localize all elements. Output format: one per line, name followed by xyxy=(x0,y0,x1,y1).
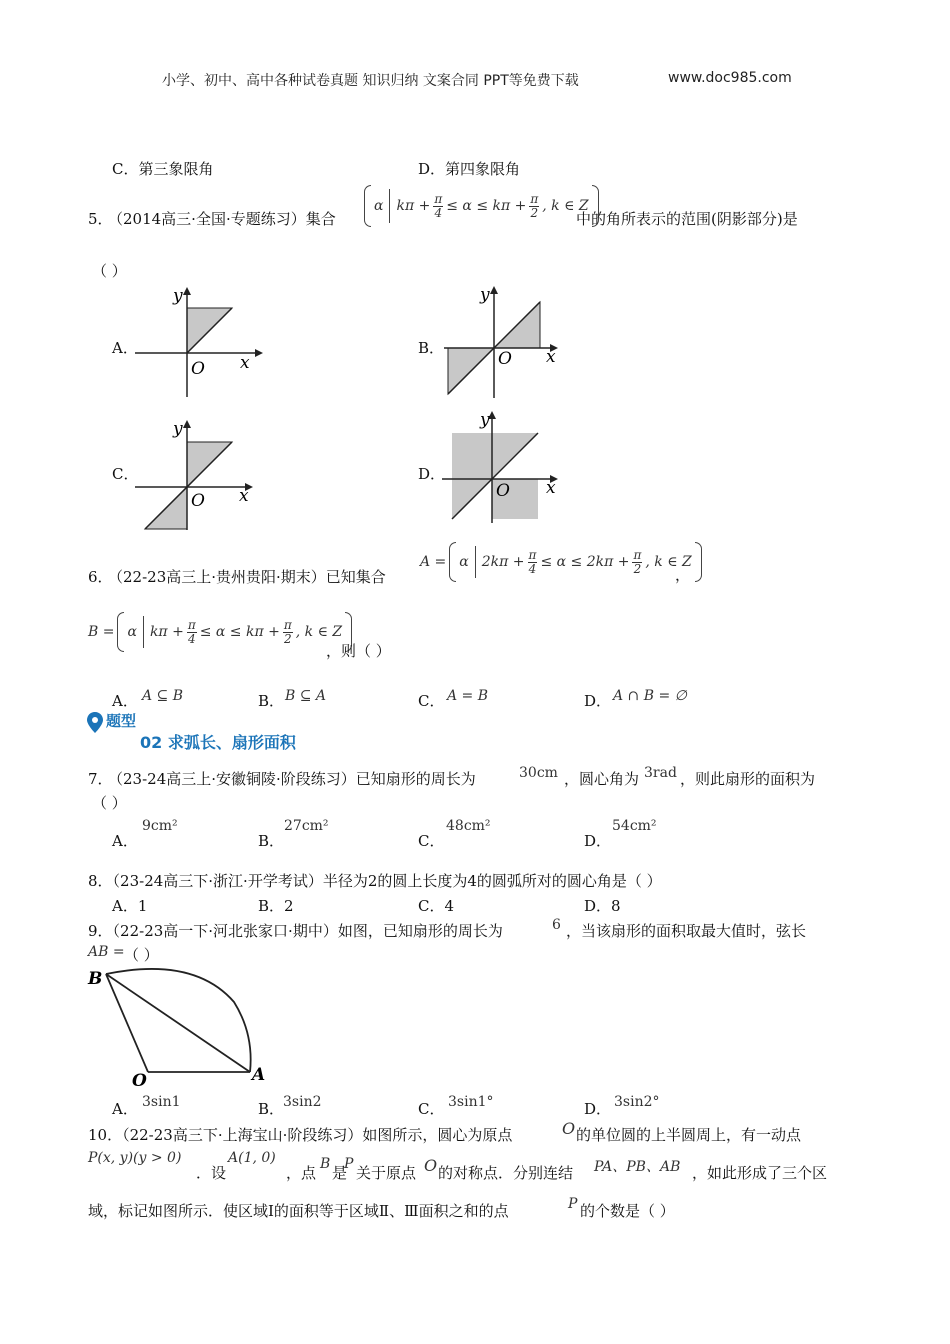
q9-pre: 9．（22-23高一下·河北张家口·期中）如图，已知扇形的周长为 xyxy=(88,922,503,940)
svg-text:y: y xyxy=(173,419,183,439)
q8-option-d: D．8 xyxy=(584,897,621,915)
svg-text:y: y xyxy=(480,410,490,430)
header-text: 小学、初中、高中各种试卷真题 知识归纳 文案合同 PPT等免费下载 xyxy=(162,73,579,89)
q7-option-a-expr: 9cm² xyxy=(142,818,178,834)
q6-set-a: A = α 2kπ + $\frac{\pi}{4}$ ≤ α ≤ 2kπ + $\frac{\pi}{2}$ , k ∈ Z xyxy=(420,540,702,584)
q6-option-d-label: D． xyxy=(584,692,612,710)
q10-is: 是 xyxy=(332,1164,348,1182)
section-tag: 题型 xyxy=(106,712,137,730)
q5-figure-b xyxy=(440,282,565,400)
q8-option-a: A．1 xyxy=(112,897,148,915)
q10-o2: O xyxy=(424,1156,438,1175)
q10-line1: 10．（22-23高三下·上海宝山·阶段练习）如图所示，圆心为原点 xyxy=(88,1126,513,1144)
q9-ab: AB = xyxy=(88,944,125,960)
q10-line1-post: 的单位圆的上半圆周上，有一动点 xyxy=(576,1126,802,1144)
q7-option-b-label: B． xyxy=(258,832,285,850)
q5-set-expression: α kπ + $\frac{\pi}{4}$ ≤ α ≤ kπ + $\frac{\pi}{2}$ , k ∈ Z xyxy=(364,183,599,229)
q9-post: ，当该扇形的面积取最大值时，弦长 xyxy=(566,922,807,940)
q9-option-d-expr: 3sin2° xyxy=(614,1094,660,1110)
q5-label-d: D． xyxy=(418,465,446,483)
section-title: 02 求弧长、扇形面积 xyxy=(140,733,296,752)
q5-label-a: A． xyxy=(112,339,138,357)
q6-option-a-label: A． xyxy=(112,692,138,710)
q10-segments: PA、PB、AB xyxy=(594,1159,681,1175)
svg-text:O: O xyxy=(496,481,510,501)
q10-p: P xyxy=(344,1156,354,1172)
q4-option-c: C．第三象限角 xyxy=(112,160,214,178)
q7-mid: ，圆心角为 xyxy=(564,770,640,788)
q6-option-c-expr: A = B xyxy=(447,688,489,704)
q10-point-p: P(x, y)(y > 0) xyxy=(88,1150,182,1166)
svg-text:O: O xyxy=(191,491,205,511)
q10-line3: 域，标记如图所示．使区域Ⅰ的面积等于区域Ⅱ、Ⅲ面积之和的点 xyxy=(88,1202,509,1220)
q10-point-a: A(1, 0) xyxy=(228,1150,276,1166)
svg-text:O: O xyxy=(132,1071,147,1090)
q7-option-d-label: D． xyxy=(584,832,612,850)
location-pin-icon xyxy=(86,711,104,735)
q5-figure-d xyxy=(440,407,565,525)
q6-set-b: B = α kπ + $\frac{\pi}{4}$ ≤ α ≤ kπ + $\frac{\pi}{2}$ , k ∈ Z xyxy=(88,610,352,654)
q6-comma: ， xyxy=(675,566,691,584)
q9-option-a-expr: 3sin1 xyxy=(142,1094,181,1110)
q5-number: 5． xyxy=(88,210,113,228)
q9-perimeter: 6 xyxy=(552,917,561,933)
q10-set: ．设 xyxy=(196,1164,227,1182)
q5-label-b: B． xyxy=(418,339,445,357)
q7-paren: （ ） xyxy=(92,794,127,812)
q5-label-c: C． xyxy=(112,465,139,483)
q7-option-b-expr: 27cm² xyxy=(284,818,329,834)
q6-option-c-label: C． xyxy=(418,692,445,710)
header-url[interactable]: www.doc985.com xyxy=(668,70,792,86)
svg-text:B: B xyxy=(88,969,103,989)
q6-option-b-label: B． xyxy=(258,692,285,710)
q7-pre: （23-24高三上·安徽铜陵·阶段练习）已知扇形的周长为 xyxy=(108,770,476,788)
q9-option-b-expr: 3sin2 xyxy=(283,1094,322,1110)
q7-option-d-expr: 54cm² xyxy=(612,818,657,834)
q10-sym: 关于原点 xyxy=(356,1164,417,1182)
q7-angle: 3rad xyxy=(644,765,677,781)
q7-option-a-label: A． xyxy=(112,832,138,850)
q9-option-d-label: D． xyxy=(584,1100,612,1118)
svg-text:O: O xyxy=(498,349,512,369)
q7-number: 7． xyxy=(88,770,113,788)
q8-option-b: B．2 xyxy=(258,897,294,915)
q10-origin-o: O xyxy=(562,1119,576,1138)
svg-text:x: x xyxy=(240,353,250,373)
q9-paren: （ ） xyxy=(124,946,159,964)
svg-text:x: x xyxy=(239,486,249,506)
q9-option-b-label: B． xyxy=(258,1100,285,1118)
q10-b: B xyxy=(320,1156,331,1172)
q7-option-c-label: C． xyxy=(418,832,445,850)
q9-sector-figure xyxy=(84,962,274,1090)
q6-option-a-expr: A ⊆ B xyxy=(142,688,184,704)
q8-option-c: C．4 xyxy=(418,897,455,915)
q10-tail: ，如此形成了三个区 xyxy=(692,1164,828,1182)
svg-text:A: A xyxy=(252,1065,266,1085)
q8-question: 8．（23-24高三下·浙江·开学考试）半径为2的圆上长度为4的圆弧所对的圆心角是（ ） xyxy=(88,872,662,890)
q7-post: ，则此扇形的面积为 xyxy=(680,770,816,788)
q6-number: 6． xyxy=(88,568,113,586)
q10-pointb-pre: ，点 xyxy=(286,1164,317,1182)
q9-option-a-label: A． xyxy=(112,1100,138,1118)
svg-text:O: O xyxy=(191,359,205,379)
q10-line3-post: 的个数是（ ） xyxy=(580,1202,675,1220)
svg-text:y: y xyxy=(480,285,490,305)
q5-figure-c xyxy=(135,412,265,532)
q6-option-d-expr: A ∩ B = ∅ xyxy=(613,688,687,704)
q4-option-d: D．第四象限角 xyxy=(418,160,521,178)
q5-source: （2014高三·全国·专题练习）集合 xyxy=(108,210,336,228)
q7-perimeter: 30cm xyxy=(519,765,558,781)
q10-p2: P xyxy=(568,1196,578,1212)
q6-then: ，则（ ） xyxy=(326,642,391,660)
q10-sym-post: 的对称点．分别连结 xyxy=(438,1164,574,1182)
svg-text:x: x xyxy=(546,347,556,367)
q5-answer-paren: （ ） xyxy=(92,262,127,280)
svg-text:y: y xyxy=(173,286,183,306)
q9-option-c-label: C． xyxy=(418,1100,445,1118)
sector-arc xyxy=(106,969,251,1072)
q5-question-tail: 中的角所表示的范围(阴影部分)是 xyxy=(576,210,798,228)
q6-source: （22-23高三上·贵州贵阳·期末）已知集合 xyxy=(108,568,386,586)
q9-option-c-expr: 3sin1° xyxy=(448,1094,494,1110)
q7-option-c-expr: 48cm² xyxy=(446,818,491,834)
q6-option-b-expr: B ⊆ A xyxy=(285,688,327,704)
q5-figure-a xyxy=(135,285,265,400)
svg-text:x: x xyxy=(546,478,556,498)
